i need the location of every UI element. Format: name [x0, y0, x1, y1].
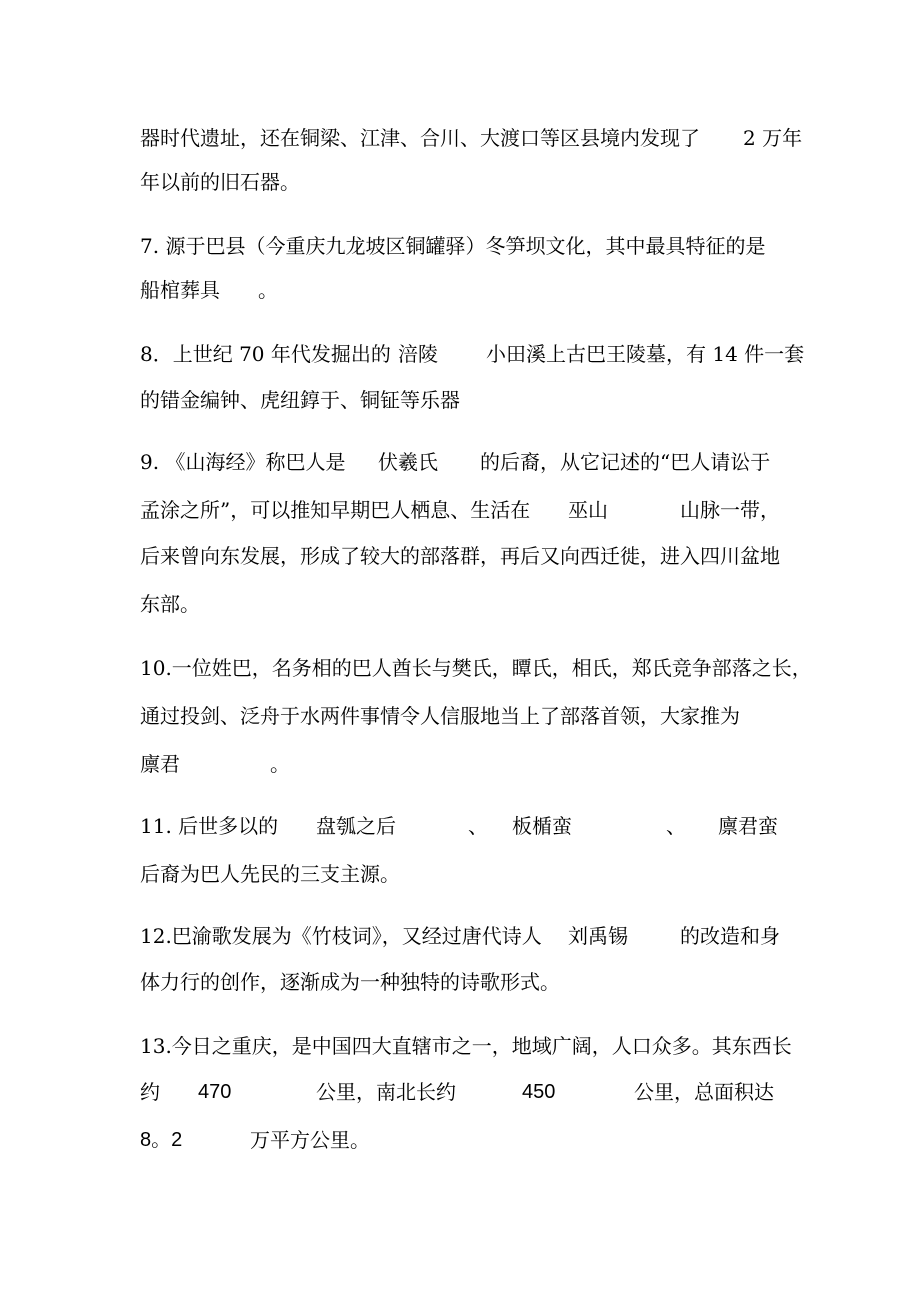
text-segment: 孟涂之所”，可以推知早期巴人栖息、生活在	[140, 498, 531, 522]
text-segment: 后来曾向东发展，形成了较大的部落群，再后又向西迁徙，进入四川盆地	[140, 544, 780, 568]
answer-text: 涪陵	[398, 342, 438, 366]
text-segment: 器时代遗址，还在铜梁、江津、合川、大渡口等区县境内发现了	[140, 126, 700, 150]
text-segment: 。	[270, 752, 290, 776]
answer-text: 船棺葬具	[140, 278, 220, 302]
text-segment: 通过投剑、泛舟于水两件事情令人信服地当上了部落首领，大家推为	[140, 704, 740, 728]
answer-text: 伏羲氏	[378, 450, 438, 474]
text-segment: 7. 源于巴县（今重庆九龙坡区铜罐驿）冬笋坝文化，其中最具特征的是	[140, 234, 766, 258]
text-segment: 9. 《山海经》称巴人是	[140, 450, 346, 474]
answer-text: 廪君	[140, 752, 180, 776]
answer-text: 板楯蛮	[512, 814, 572, 838]
answer-text: 廪君蛮	[718, 814, 778, 838]
answer-text: 刘禹锡	[568, 924, 628, 948]
text-segment: 小田溪上古巴王陵墓，有 14 件一套	[486, 342, 805, 366]
answer-text: 470	[198, 1081, 232, 1103]
text-segment: 山脉一带，	[680, 498, 780, 522]
text-segment: 10.一位姓巴，名务相的巴人酋长与樊氏，瞫氏，相氏，郑氏竞争部落之长，	[140, 656, 812, 680]
answer-text: 盘瓠之后	[316, 814, 396, 838]
text-segment: 东部。	[140, 592, 200, 616]
text-segment: 、	[666, 814, 686, 838]
answer-text: 8。2	[140, 1129, 183, 1151]
text-segment: 、	[468, 814, 488, 838]
text-segment: 8．上世纪 70 年代发掘出的	[140, 342, 391, 366]
text-segment: 2 万年	[743, 126, 803, 150]
answer-text: 450	[522, 1081, 556, 1103]
text-segment: 公里，南北长约	[316, 1080, 456, 1104]
text-segment: 11. 后世多以的	[140, 814, 279, 838]
answer-text: 巫山	[568, 498, 608, 522]
text-segment: 的后裔，从它记述的“巴人请讼于	[480, 450, 771, 474]
text-segment: 约	[140, 1080, 160, 1104]
text-segment: 12.巴渝歌发展为《竹枝词》，又经过唐代诗人	[140, 924, 542, 948]
text-segment: 。	[258, 278, 278, 302]
text-segment: 13.今日之重庆，是中国四大直辖市之一，地域广阔，人口众多。其东西长	[140, 1034, 792, 1058]
text-segment: 公里，总面积达	[634, 1080, 774, 1104]
text-segment: 后裔为巴人先民的三支主源。	[140, 862, 400, 886]
text-segment: 体力行的创作，逐渐成为一种独特的诗歌形式。	[140, 970, 560, 994]
text-segment: 的错金编钟、虎纽錞于、铜钲等乐器	[140, 388, 460, 412]
text-segment: 万平方公里。	[250, 1128, 370, 1152]
text-segment: 的改造和身	[680, 924, 780, 948]
text-segment: 年以前的旧石器。	[140, 170, 300, 194]
